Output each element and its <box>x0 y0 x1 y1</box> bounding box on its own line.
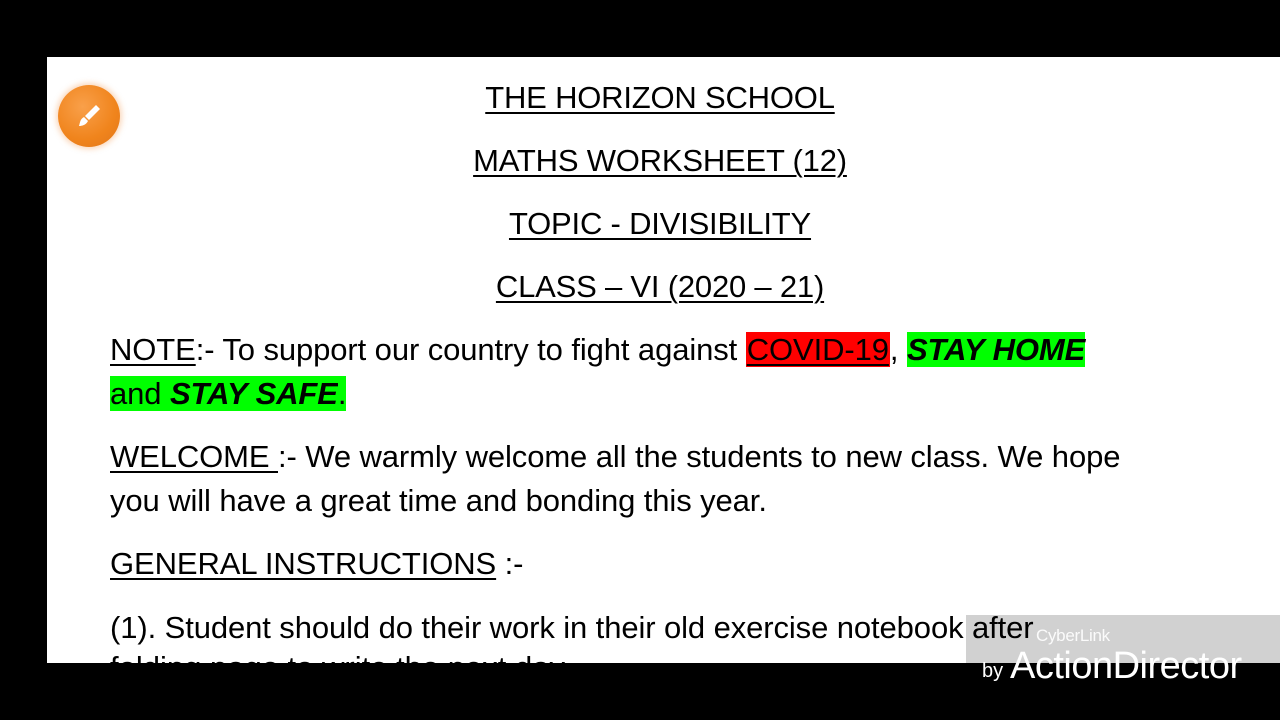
note-and: and <box>110 376 170 411</box>
instruction-1-number: (1). <box>110 610 157 645</box>
stay-safe-highlight: STAY SAFE <box>169 376 338 411</box>
edit-brush-button[interactable] <box>58 85 120 147</box>
note-comma: , <box>889 332 899 367</box>
watermark-by: by <box>982 660 1004 682</box>
brush-icon <box>74 101 104 131</box>
worksheet-class: CLASS – VI (2020 – 21) <box>495 269 825 304</box>
note-period: . <box>337 376 347 411</box>
note-label: NOTE <box>110 332 196 367</box>
worksheet-topic: TOPIC - DIVISIBILITY <box>508 206 812 241</box>
watermark-cyberlink: CyberLink <box>1036 626 1110 645</box>
general-sep: :- <box>496 546 524 581</box>
note-text: :- To support our country to fight against <box>195 332 746 367</box>
welcome-paragraph <box>110 435 1170 523</box>
instruction-1-text: Student should do their work in their old exercise notebook after <box>156 610 1034 645</box>
welcome-text: We warmly welcome all the students to new class. We hope you will have a great time and bonding this year. <box>110 439 1121 518</box>
general-label: GENERAL INSTRUCTIONS <box>110 546 497 581</box>
welcome-sep: :- <box>278 439 306 474</box>
welcome-label: WELCOME <box>110 439 278 474</box>
general-instructions-heading <box>110 544 1170 584</box>
school-name: THE HORIZON SCHOOL <box>485 80 835 115</box>
note-paragraph <box>110 328 1170 416</box>
covid-highlight: COVID-19 <box>746 332 889 367</box>
watermark-brand: ActionDirector <box>1010 645 1242 687</box>
stay-home-highlight: STAY HOME <box>906 332 1086 367</box>
worksheet-title: MATHS WORKSHEET (12) <box>473 143 847 178</box>
